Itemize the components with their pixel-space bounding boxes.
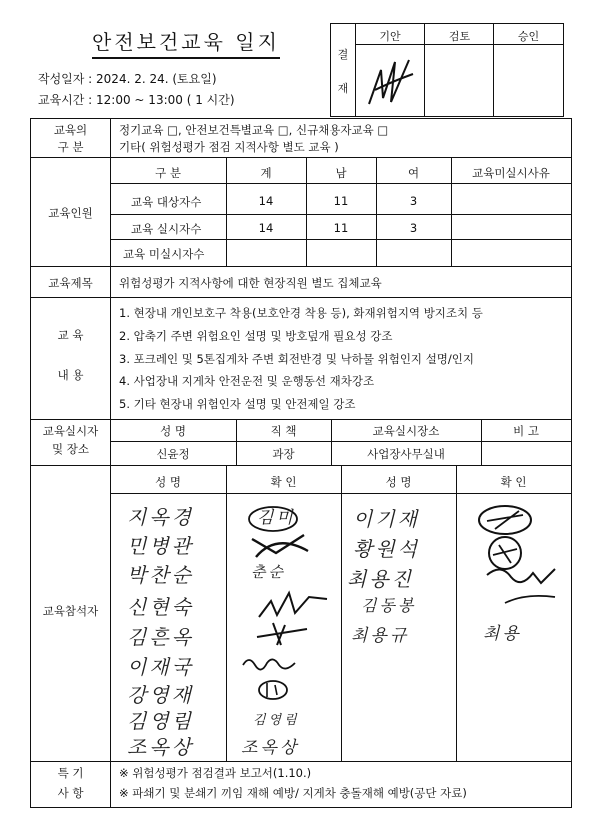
- approval-side-label-bottom: 재: [337, 82, 349, 95]
- row-done-total: 14: [258, 221, 274, 235]
- category-label-1: 교육의: [53, 123, 88, 137]
- attendee-right-name: 최용규: [351, 626, 410, 646]
- signature-scribble-icon: [246, 531, 316, 561]
- approval-box: [330, 23, 564, 117]
- attendee-left-name: 조옥상: [127, 735, 194, 759]
- personnel-header-category: 구 분: [155, 166, 181, 180]
- row-target-female: 3: [409, 194, 418, 208]
- instructor-header-position: 직 책: [270, 424, 297, 438]
- attendees-header-sign-left: 확 인: [270, 475, 297, 489]
- instructor-position: 과장: [272, 447, 295, 461]
- attendee-left-sign: 춘순: [251, 563, 286, 581]
- remarks-line-1: ※ 위험성평가 점검결과 보고서(1.10.): [119, 766, 312, 780]
- row-done-female: 3: [409, 221, 418, 235]
- attendees-header-name-left: 성 명: [155, 475, 181, 489]
- remarks-label-1: 특 기: [57, 766, 84, 780]
- row-target-male: 11: [333, 194, 349, 208]
- personnel-header-total: 계: [260, 166, 272, 180]
- attendee-left-sign: 김영림: [253, 713, 300, 728]
- attendee-left-name: 강영재: [127, 683, 194, 707]
- document-title: 안전보건교육 일지: [92, 26, 280, 59]
- row-done-male: 11: [333, 221, 349, 235]
- approval-signature: [361, 52, 419, 112]
- attendee-left-name: 박찬순: [127, 563, 194, 587]
- subject-text: 위험성평가 지적사항에 대한 현장직원 별도 집체교육: [119, 276, 382, 290]
- content-item-4: 4. 사업장내 지게차 안전운전 및 운행동선 재차강조: [119, 374, 375, 388]
- row-done-label: 교육 실시자수: [131, 222, 202, 236]
- personnel-header-reason: 교육미실시사유: [472, 166, 550, 180]
- instructor-label-1: 교육실시자: [42, 424, 99, 438]
- signature-scribble-icon: [253, 619, 313, 649]
- category-label-2: 구 분: [57, 140, 84, 154]
- approval-header-approve: 승인: [517, 30, 540, 43]
- approval-header-draft: 기안: [379, 30, 401, 43]
- approval-header-review: 검토: [448, 30, 471, 43]
- instructor-header-note: 비 고: [513, 424, 539, 438]
- attendee-left-name: 이재국: [127, 655, 194, 679]
- signature-scribble-icon: [481, 559, 561, 593]
- attendees-label: 교육참석자: [42, 604, 99, 618]
- attendee-left-name: 지옥경: [127, 505, 194, 529]
- category-line-1: 정기교육 □, 안전보건특별교육 □, 신규채용자교육 □: [119, 123, 389, 137]
- time-label: 교육시간 : 12:00 ~ 13:00 ( 1 시간): [38, 93, 235, 107]
- log-table: [30, 118, 572, 808]
- subject-label: 교육제목: [48, 276, 93, 290]
- row-missed-label: 교육 미실시자수: [123, 247, 205, 261]
- attendee-left-name: 김흔옥: [127, 625, 194, 649]
- instructor-name: 신윤정: [156, 447, 190, 461]
- row-target-total: 14: [258, 194, 274, 208]
- attendee-left-name: 민병관: [127, 534, 194, 558]
- attendee-right-name: 김동봉: [361, 596, 417, 615]
- personnel-header-male: 남: [335, 166, 347, 180]
- attendee-right-name: 이기재: [353, 507, 420, 531]
- remarks-label-2: 사 항: [57, 786, 84, 800]
- attendee-left-name: 신현숙: [127, 595, 194, 619]
- remarks-line-2: ※ 파쇄기 및 분쇄기 끼임 재해 예방/ 지게차 충돌재해 예방(공단 자료): [119, 786, 467, 800]
- signature-scribble-icon: [471, 503, 541, 537]
- attendees-header-sign-right: 확 인: [500, 475, 527, 489]
- attendee-right-name: 최용진: [347, 567, 414, 591]
- attendee-left-sign: 김미: [257, 508, 296, 528]
- attendees-header-name-right: 성 명: [385, 475, 412, 489]
- attendee-left-sign: 조옥상: [241, 738, 300, 758]
- signature-scribble-icon: [253, 587, 333, 621]
- instructor-place: 사업장사무실내: [367, 447, 445, 461]
- instructor-header-name: 성 명: [160, 424, 186, 438]
- attendee-left-name: 김영림: [127, 709, 194, 733]
- instructor-header-place: 교육실시장소: [372, 424, 440, 438]
- instructor-label-2: 및 장소: [52, 442, 89, 456]
- content-item-3: 3. 포크레인 및 5톤집게차 주변 회전반경 및 낙하물 위험인지 설명/인지: [119, 352, 475, 366]
- category-line-2: 기타( 위험성평가 점검 지적사항 별도 교육 ): [119, 140, 339, 154]
- attendee-right-sign: 최용: [483, 624, 522, 644]
- personnel-header-female: 여: [407, 166, 420, 180]
- signature-scribble-icon: [239, 651, 299, 675]
- content-item-2: 2. 압축기 주변 위험요인 설명 및 방호덮개 필요성 강조: [119, 329, 393, 343]
- personnel-label: 교육인원: [48, 206, 93, 220]
- content-item-5: 5. 기타 현장내 위험인자 설명 및 안전제일 강조: [119, 397, 356, 411]
- row-target-label: 교육 대상자수: [131, 195, 202, 209]
- signature-scribble-icon: [501, 589, 561, 609]
- date-label: 작성일자 : 2024. 2. 24. (토요일): [38, 72, 217, 86]
- content-label-2: 내 용: [57, 368, 84, 382]
- content-label-1: 교 육: [57, 328, 84, 342]
- approval-side-label-top: 결: [337, 48, 349, 61]
- signature-scribble-icon: [253, 677, 293, 703]
- content-item-1: 1. 현장내 개인보호구 착용(보호안경 착용 등), 화재위험지역 방지조치 등: [119, 306, 483, 320]
- attendee-right-name: 황원석: [353, 537, 420, 561]
